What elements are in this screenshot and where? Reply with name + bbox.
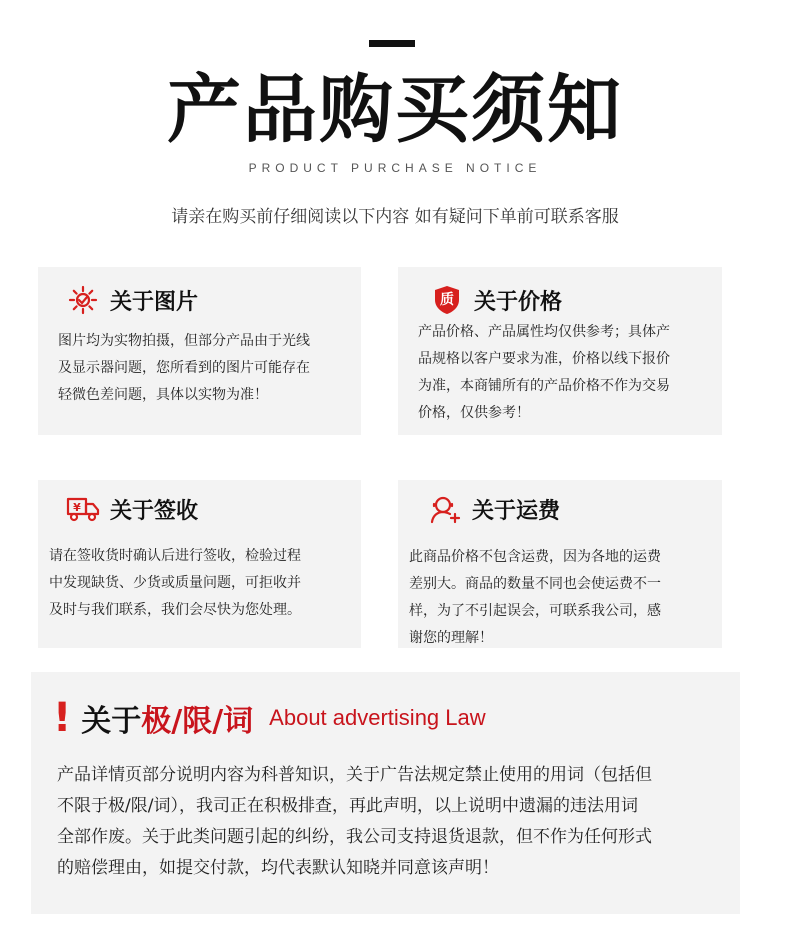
law-body	[57, 760, 727, 884]
card-pictures	[38, 267, 361, 435]
card-header	[428, 492, 560, 526]
page-title: 产品购买须知	[167, 67, 623, 153]
card-line: 图片均为实物拍摄，但部分产品由于光线	[58, 333, 310, 349]
card-line: 请在签收货时确认后进行签收，检验过程	[49, 548, 301, 564]
shield-label: 质	[440, 292, 454, 308]
card-body	[49, 543, 301, 624]
law-header	[53, 696, 486, 740]
intro-text: 请亲在购买前仔细阅读以下内容 如有疑问下单前可联系客服	[171, 207, 619, 227]
gear-camera-icon	[66, 283, 100, 317]
card-title: 关于签收	[110, 498, 199, 524]
card-body	[409, 544, 661, 652]
card-body	[418, 319, 670, 427]
card-line: 样，为了不引起误会，可联系我公司，感	[409, 603, 661, 619]
card-line: 差别大。商品的数量不同也会使运费不一	[409, 576, 661, 592]
card-body	[58, 328, 310, 409]
law-line: 的赔偿理由，如提交付款，均代表默认知晓并同意该声明！	[57, 858, 499, 878]
card-line: 此商品价格不包含运费，因为各地的运费	[409, 549, 661, 565]
card-header	[430, 283, 562, 317]
card-title: 关于运费	[472, 498, 561, 524]
card-line: 及显示器问题，您所看到的图片可能存在	[58, 360, 310, 376]
card-line: 及时与我们联系，我们会尽快为您处理。	[49, 602, 301, 618]
customer-service-icon	[428, 492, 462, 526]
card-line: 谢您的理解！	[409, 630, 493, 646]
title-decor-bar	[369, 40, 415, 47]
card-title: 关于图片	[110, 289, 199, 315]
card-line: 中发现缺货、少货或质量问题，可拒收并	[49, 575, 301, 591]
card-header	[66, 492, 198, 526]
card-shipping	[398, 480, 722, 648]
page-subtitle-en: PRODUCT PURCHASE NOTICE	[248, 161, 542, 175]
delivery-truck-icon	[66, 492, 100, 526]
law-title-prefix: 关于	[81, 704, 142, 739]
card-line: 品规格以客户要求为准，价格以线下报价	[418, 351, 670, 367]
card-line: 为准，本商铺所有的产品价格不作为交易	[418, 378, 670, 394]
svg-text:¥: ¥	[73, 501, 81, 514]
card-line: 产品价格、产品属性均仅供参考；具体产	[418, 324, 670, 340]
card-price	[398, 267, 722, 435]
law-line: 全部作废。关于此类问题引起的纠纷，我公司支持退货退款，但不作为任何形式	[57, 827, 652, 847]
quality-shield-icon	[430, 283, 464, 317]
card-line: 轻微色差问题，具体以实物为准！	[58, 387, 268, 403]
card-header	[66, 283, 198, 317]
advertising-law-notice	[31, 672, 740, 914]
law-line: 不限于极/限/词），我司正在积极排查，再此声明，以上说明中遗漏的违法用词	[57, 796, 638, 816]
card-line: 价格，仅供参考！	[418, 405, 530, 421]
exclamation-icon: !	[53, 695, 72, 741]
card-delivery	[38, 480, 361, 648]
card-title: 关于价格	[474, 289, 563, 315]
law-title-highlight: 极/限/词	[141, 704, 254, 739]
law-title-en: About advertising Law	[269, 705, 486, 730]
law-line: 产品详情页部分说明内容为科普知识，关于广告法规定禁止使用的用词（包括但	[57, 765, 652, 785]
